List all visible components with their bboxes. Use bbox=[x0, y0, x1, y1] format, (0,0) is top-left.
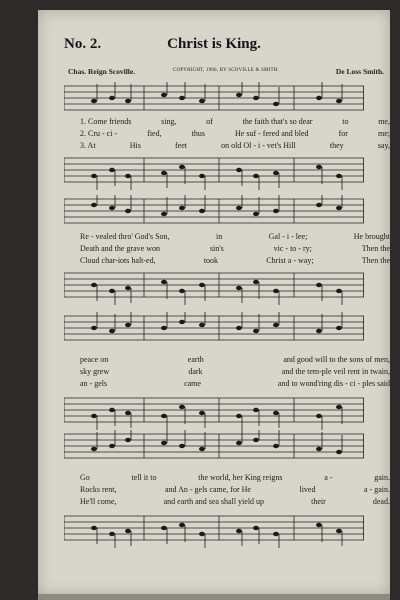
lyric-line-verse-2 bbox=[80, 366, 390, 378]
lyric-line-verse-3 bbox=[80, 378, 390, 390]
treble-staff bbox=[64, 430, 398, 460]
lyric-fragment: an - gels bbox=[80, 379, 108, 388]
lyric-fragment: me, bbox=[378, 117, 390, 126]
treble-staff-lines bbox=[64, 312, 364, 348]
lyric-fragment: 1. Come friends bbox=[80, 117, 132, 126]
lyric-line-verse-3 bbox=[80, 140, 390, 152]
lyric-fragment: the world, her King reigns bbox=[198, 473, 283, 482]
lyric-fragment: Then the bbox=[361, 244, 390, 253]
lyric-fragment: tell it to bbox=[131, 473, 157, 482]
bass-staff bbox=[64, 269, 398, 299]
lyric-fragment: say, bbox=[377, 141, 390, 150]
hymn-title: Christ is King. bbox=[167, 36, 261, 52]
treble-staff bbox=[64, 312, 398, 342]
lyric-fragment: and good will to the sons of men, bbox=[283, 355, 390, 364]
lyric-fragment: on old Ol - i - vet's Hill bbox=[221, 141, 296, 150]
bass-staff-lines bbox=[64, 512, 364, 548]
author-credit: Chas. Reign Scoville. bbox=[68, 67, 136, 76]
lyric-fragment: sin's bbox=[209, 244, 224, 253]
page-bottom-edge bbox=[38, 594, 390, 600]
lyric-fragment: fied, bbox=[147, 129, 162, 138]
lyric-fragment: 3. At bbox=[80, 141, 96, 150]
treble-staff-lines bbox=[64, 195, 364, 231]
lyric-fragment: the faith that's so dear bbox=[242, 117, 313, 126]
lyric-line-verse-3 bbox=[80, 496, 390, 508]
lyric-line-verse-2 bbox=[80, 128, 390, 140]
bass-staff bbox=[64, 154, 398, 184]
lyric-fragment: me; bbox=[377, 129, 390, 138]
lyric-fragment: peace on bbox=[80, 355, 109, 364]
lyric-fragment: Gal - i - lee; bbox=[268, 232, 308, 241]
lyric-fragment: and the tem-ple veil rent in twain, bbox=[281, 367, 390, 376]
lyric-fragment: they bbox=[329, 141, 344, 150]
lyric-fragment: and earth and sea shall yield up bbox=[163, 497, 265, 506]
hymn-number: No. 2. bbox=[64, 36, 102, 52]
lyric-fragment: came bbox=[184, 379, 201, 388]
lyric-fragment: Death and the grave won bbox=[80, 244, 160, 253]
bass-staff-lines bbox=[64, 269, 364, 305]
lyric-fragment: took bbox=[203, 256, 219, 265]
treble-staff bbox=[64, 195, 398, 225]
lyric-fragment: for bbox=[338, 129, 348, 138]
lyric-line-verse-2 bbox=[80, 243, 390, 255]
lyric-fragment: vic - to - ry; bbox=[273, 244, 312, 253]
lyric-fragment: their bbox=[311, 497, 326, 506]
lyric-fragment: dark bbox=[188, 367, 203, 376]
lyric-fragment: He suf - fered and bled bbox=[235, 129, 309, 138]
lyric-fragment: to bbox=[342, 117, 349, 126]
lyric-fragment: and to wond'ring dis - ci - ples said bbox=[277, 379, 390, 388]
lyric-fragment: sky grew bbox=[80, 367, 110, 376]
lyric-fragment: thus bbox=[191, 129, 205, 138]
lyrics-block bbox=[80, 231, 390, 267]
bass-staff-lines bbox=[64, 154, 364, 190]
lyrics-block bbox=[80, 116, 390, 152]
lyric-fragment: lived bbox=[299, 485, 316, 494]
lyrics-block bbox=[80, 472, 390, 508]
lyric-line-verse-1 bbox=[80, 116, 390, 128]
lyric-fragment: Cloud char-iots halt-ed, bbox=[80, 256, 156, 265]
hymnal-page bbox=[38, 10, 390, 595]
lyric-line-verse-1 bbox=[80, 472, 390, 484]
treble-staff bbox=[64, 82, 398, 112]
composer-credit: De Loss Smith. bbox=[335, 67, 384, 76]
lyric-fragment: feet bbox=[175, 141, 187, 150]
bass-staff bbox=[64, 512, 398, 542]
lyric-line-verse-2 bbox=[80, 484, 390, 496]
lyric-line-verse-1 bbox=[80, 354, 390, 366]
lyric-fragment: a - bbox=[324, 473, 333, 482]
treble-staff-lines bbox=[64, 82, 364, 118]
lyric-fragment: Christ a - way; bbox=[266, 256, 314, 265]
lyric-fragment: His bbox=[129, 141, 141, 150]
copyright-notice: COPYRIGHT, 1906, BY SCOVILLE & SMITH. bbox=[172, 68, 279, 73]
lyrics-block bbox=[80, 354, 390, 390]
lyric-fragment: Rocks rent, bbox=[80, 485, 117, 494]
lyric-fragment: Then the bbox=[361, 256, 390, 265]
lyric-fragment: and An - gels came, for He bbox=[164, 485, 251, 494]
hymn-header bbox=[38, 10, 390, 80]
lyric-fragment: of bbox=[206, 117, 213, 126]
lyric-fragment: dead. bbox=[372, 497, 390, 506]
lyric-fragment: He'll come, bbox=[80, 497, 117, 506]
lyric-line-verse-1 bbox=[80, 231, 390, 243]
lyric-fragment: He brought bbox=[353, 232, 390, 241]
lyric-fragment: gain. bbox=[374, 473, 390, 482]
bass-staff bbox=[64, 394, 398, 424]
lyric-fragment: Re - vealed thro' God's Son, bbox=[80, 232, 170, 241]
lyric-line-verse-3 bbox=[80, 255, 390, 267]
bass-staff-lines bbox=[64, 394, 364, 430]
lyric-fragment: a - gain. bbox=[364, 485, 390, 494]
lyric-fragment: sing, bbox=[161, 117, 177, 126]
lyric-fragment: 2. Cru - ci - bbox=[80, 129, 118, 138]
lyric-fragment: in bbox=[215, 232, 223, 241]
treble-staff-lines bbox=[64, 430, 364, 466]
lyric-fragment: Go bbox=[80, 473, 90, 482]
lyric-fragment: earth bbox=[187, 355, 204, 364]
